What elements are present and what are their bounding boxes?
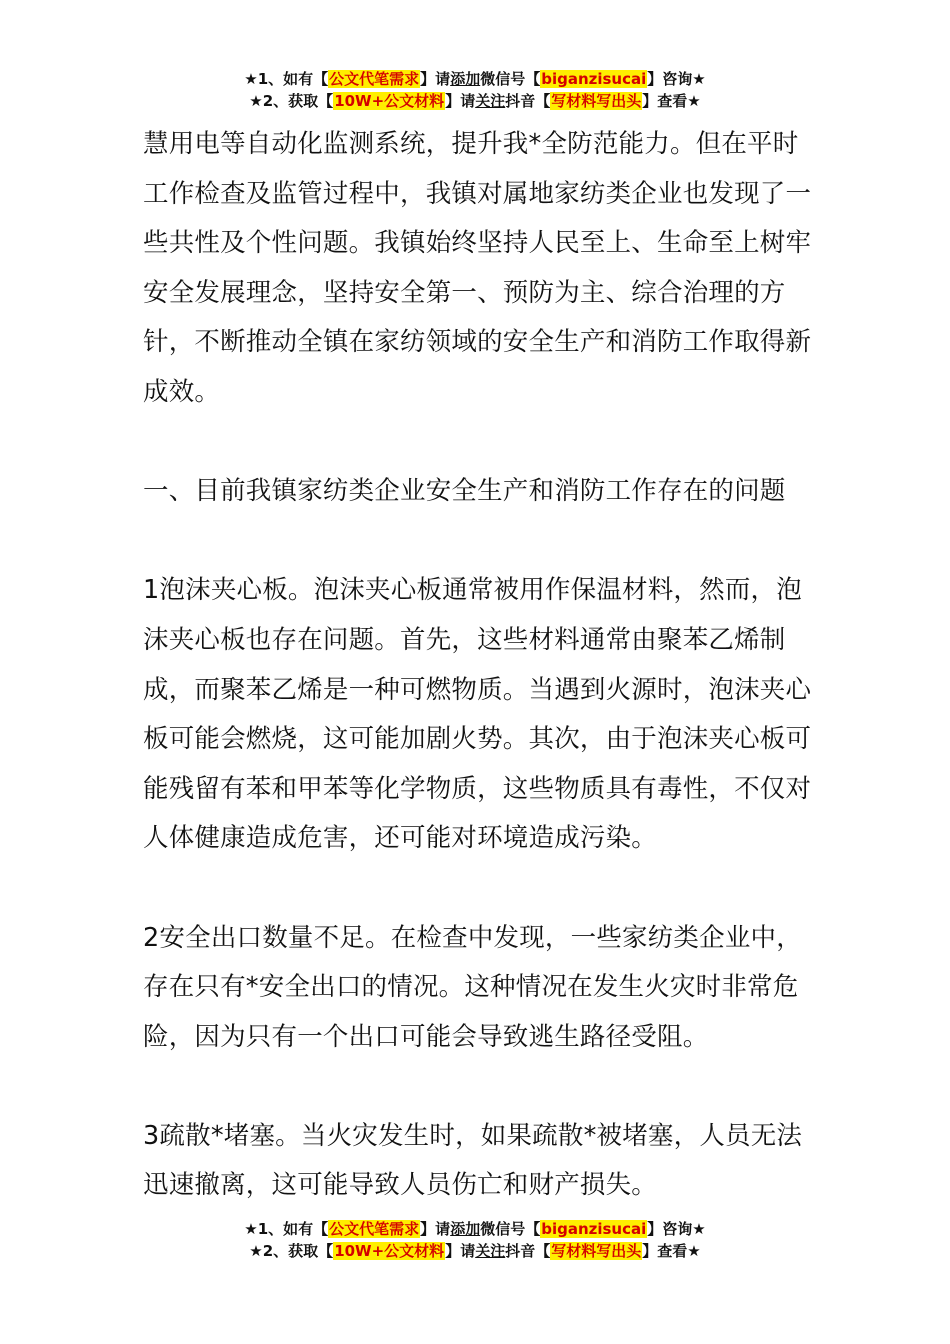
- item-3-paragraph: 3疏散*堵塞。当火灾发生时，如果疏散*被堵塞，人员无法迅速撤离，这可能导致人员伤亡和财产损失。: [143, 1120, 803, 1201]
- section-heading: 一、目前我镇家纺类企业安全生产和消防工作存在的问题: [143, 476, 786, 507]
- spacer: [143, 1062, 813, 1112]
- banner-text: ★2、获取【: [249, 92, 334, 110]
- item-1-paragraph: 1泡沫夹心板。泡沫夹心板通常被用作保温材料，然而，泡沫夹心板也存在问题。首先，这些材料通常由聚苯乙烯制成，而聚苯乙烯是一种可燃物质。当遇到火源时，泡沫夹心板可能会燃烧，这可能加剧火势。其次，由于泡沫夹心板可能残留有苯和甲苯等化学物质，这些物质具有毒性，不仅对人体健康造成危害，还可能对环境造成污染。: [143, 575, 812, 854]
- spacer: [143, 864, 813, 914]
- document-body: [143, 120, 813, 1211]
- banner-text: 】请: [420, 1220, 451, 1238]
- highlight-service: 公文代笔需求: [329, 70, 420, 88]
- highlight-materials: 10W+公文材料: [334, 92, 445, 110]
- highlight-wechat-id: biganzisucai: [541, 1220, 647, 1238]
- underlined-word: 关注: [475, 1242, 506, 1260]
- spacer: [143, 418, 813, 468]
- banner-text: 微信号【: [480, 1220, 541, 1238]
- banner-text: 】咨询★: [647, 70, 706, 88]
- highlight-douyin-id: 写材料写出头: [551, 92, 642, 110]
- banner-text: 微信号【: [480, 70, 541, 88]
- banner-text: 】请: [420, 70, 451, 88]
- banner-text: 】请: [445, 92, 476, 110]
- underlined-word: 关注: [475, 92, 506, 110]
- banner-text: ★1、如有【: [244, 70, 329, 88]
- spacer: [143, 517, 813, 567]
- banner-text: 抖音【: [505, 92, 551, 110]
- banner-text: 】查看★: [642, 92, 701, 110]
- item-2-paragraph: 2安全出口数量不足。在检查中发现，一些家纺类企业中，存在只有*安全出口的情况。这种情况在发生火灾时非常危险，因为只有一个出口可能会导致逃生路径受阻。: [143, 922, 802, 1052]
- footer-banner: [0, 1218, 950, 1262]
- highlight-wechat-id: biganzisucai: [541, 70, 647, 88]
- highlight-materials: 10W+公文材料: [334, 1242, 445, 1260]
- highlight-service: 公文代笔需求: [329, 1220, 420, 1238]
- banner-line-2: [0, 90, 950, 112]
- banner-line-1: [0, 68, 950, 90]
- banner-text: 】请: [445, 1242, 476, 1260]
- banner-line-2: [0, 1240, 950, 1262]
- intro-paragraph: 慧用电等自动化监测系统，提升我*全防范能力。但在平时工作检查及监管过程中，我镇对属地家纺类企业也发现了一些共性及个性问题。我镇始终坚持人民至上、生命至上树牢安全发展理念，坚持安全第一、预防为主、综合治理的方针，不断推动全镇在家纺领域的安全生产和消防工作取得新成效。: [143, 129, 812, 407]
- banner-text: 抖音【: [505, 1242, 551, 1260]
- header-banner: [0, 68, 950, 112]
- underlined-word: 添加: [450, 70, 481, 88]
- banner-line-1: [0, 1218, 950, 1240]
- banner-text: 】咨询★: [647, 1220, 706, 1238]
- underlined-word: 添加: [450, 1220, 481, 1238]
- banner-text: 】查看★: [642, 1242, 701, 1260]
- banner-text: ★1、如有【: [244, 1220, 329, 1238]
- highlight-douyin-id: 写材料写出头: [551, 1242, 642, 1260]
- banner-text: ★2、获取【: [249, 1242, 334, 1260]
